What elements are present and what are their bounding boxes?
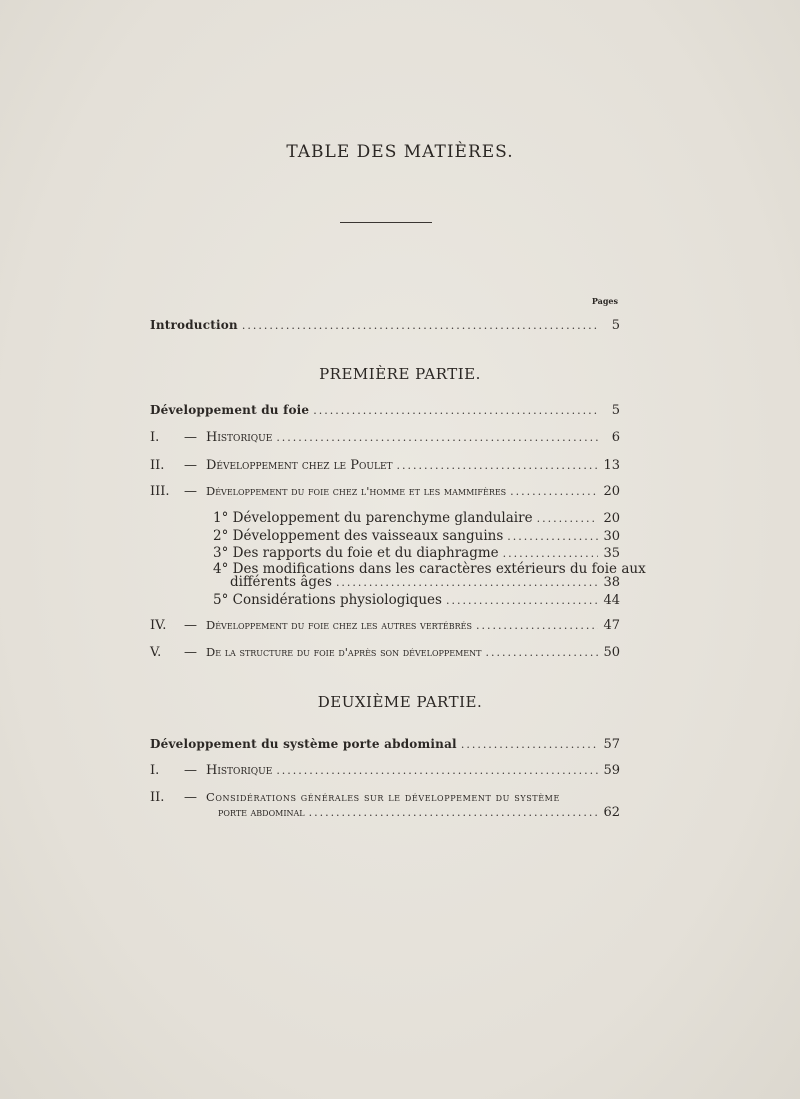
entry-page: 62: [603, 805, 620, 820]
leader-dots: [537, 512, 598, 525]
leader-dots: [336, 576, 598, 589]
entry-page: 20: [603, 511, 620, 526]
toc-entry-part1-ch1: [150, 430, 620, 445]
leader-dots: [309, 806, 598, 819]
entry-page: 50: [603, 645, 620, 660]
toc-entry-part1-ch4: [150, 618, 620, 633]
entry-label: Développement du foie chez l'homme et les mammifères: [206, 484, 507, 498]
chapter-number: I.: [150, 763, 160, 778]
entry-page: 44: [603, 593, 620, 608]
dash: —: [184, 645, 197, 660]
chapter-number: IV.: [150, 618, 167, 633]
leader-dots: [242, 319, 598, 332]
toc-entry-part2-ch1: [150, 763, 620, 778]
leader-dots: [313, 404, 598, 417]
entry-label: De la structure du foie d'après son développement: [206, 645, 482, 659]
part-heading-2: DEUXIÈME PARTIE.: [317, 693, 483, 711]
entry-label: 3° Des rapports du foie et du diaphragme: [213, 545, 499, 561]
chapter-number: I.: [150, 430, 160, 445]
toc-subentry-2: [213, 528, 620, 544]
entry-label: Développement du système porte abdominal: [150, 737, 457, 751]
entry-page: 5: [611, 403, 620, 418]
leader-dots: [446, 594, 598, 607]
toc-entry-part2-ch2-line2: [218, 805, 620, 820]
part-heading-1: PREMIÈRE PARTIE.: [319, 365, 481, 383]
entry-page: 38: [603, 575, 620, 590]
leader-dots: [397, 459, 598, 472]
dash: —: [184, 430, 197, 445]
dash: —: [184, 618, 197, 633]
toc-subentry-4-line2: [230, 574, 620, 590]
leader-dots: [276, 764, 598, 777]
entry-label: Historique: [206, 430, 273, 445]
entry-label: différents âges: [230, 574, 332, 590]
toc-entry-introduction: [150, 318, 620, 333]
toc-subentry-3: [213, 545, 620, 561]
entry-label: porte abdominal: [218, 806, 305, 819]
entry-page: 20: [603, 484, 620, 499]
chapter-number: V.: [150, 645, 162, 660]
chapter-number: II.: [150, 790, 165, 805]
entry-page: 13: [603, 458, 620, 473]
toc-entry-part2-main: [150, 737, 620, 752]
dash: —: [184, 790, 197, 805]
entry-label: Historique: [206, 763, 273, 778]
leader-dots: [461, 738, 598, 751]
toc-entry-part1-ch2: [150, 458, 620, 473]
entry-page: 35: [603, 546, 620, 561]
entry-page: 59: [603, 763, 620, 778]
pages-column-header: Pages: [591, 296, 618, 306]
chapter-number: III.: [150, 484, 170, 499]
entry-label: Développement du foie chez les autres vertébrés: [206, 618, 472, 632]
toc-entry-part1-main: [150, 403, 620, 418]
page-title: TABLE DES MATIÈRES.: [286, 142, 514, 162]
toc-entry-part1-ch3: [150, 484, 620, 499]
title-rule: [340, 222, 432, 223]
entry-label: 2° Développement des vaisseaux sanguins: [213, 528, 504, 544]
entry-label: Développement du foie: [150, 403, 310, 417]
leader-dots: [503, 547, 598, 560]
leader-dots: [276, 431, 598, 444]
toc-entry-part1-ch5: [150, 645, 620, 660]
entry-page: 57: [603, 737, 620, 752]
entry-label: 5° Considérations physiologiques: [213, 592, 442, 608]
toc-subentry-4-line1: 4° Des modifications dans les caractères extérieurs du foie aux: [213, 561, 646, 577]
toc-subentry-5: [213, 592, 620, 608]
leader-dots: [485, 646, 598, 659]
entry-page: 6: [611, 430, 620, 445]
leader-dots: [510, 485, 598, 498]
entry-label: Développement chez le Poulet: [206, 458, 393, 473]
entry-page: 47: [603, 618, 620, 633]
toc-entry-part2-ch2-line1: [150, 790, 620, 805]
leader-dots: [507, 530, 598, 543]
dash: —: [184, 763, 197, 778]
entry-label: Considérations générales sur le développement du système: [206, 790, 560, 804]
dash: —: [184, 484, 197, 499]
entry-label: Introduction: [150, 318, 238, 332]
toc-subentry-1: [213, 510, 620, 526]
entry-page: 30: [603, 529, 620, 544]
dash: —: [184, 458, 197, 473]
chapter-number: II.: [150, 458, 165, 473]
entry-page: 5: [611, 318, 620, 333]
entry-label: 1° Développement du parenchyme glandulaire: [213, 510, 533, 526]
leader-dots: [476, 619, 598, 632]
